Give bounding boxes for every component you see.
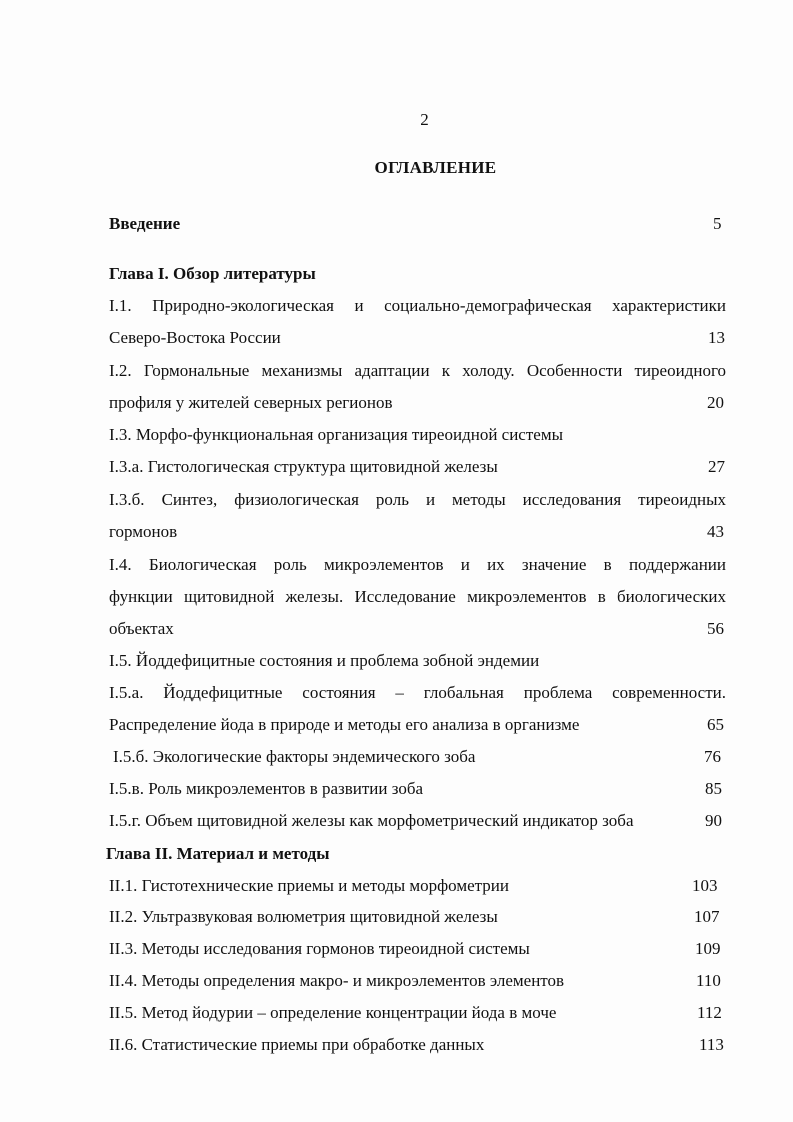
entry-page: 109 (695, 939, 721, 958)
entry-label: гормонов (109, 522, 178, 541)
entry-page: 5 (713, 214, 722, 233)
entry-label: I.3.а. Гистологическая структура щитовидной железы (109, 457, 498, 476)
toc-line: I.3. Морфо-функциональная организация тиреоидной системы (109, 425, 564, 444)
toc-title: ОГЛАВЛЕНИЕ (374, 158, 497, 177)
entry-page: 90 (705, 811, 722, 830)
entry-page: 107 (694, 907, 720, 926)
entry-label: Северо-Востока России (109, 328, 281, 347)
toc-line (109, 1001, 726, 1025)
entry-label: II.2. Ультразвуковая волюметрия щитовидной железы (109, 907, 498, 926)
entry-page: 56 (707, 619, 724, 638)
entry-label: Введение (109, 214, 181, 233)
toc-line (109, 713, 726, 737)
entry-label: II.1. Гистотехнические приемы и методы морфометрии (109, 876, 509, 895)
entry-page: 110 (696, 971, 721, 990)
toc-line: I.1. Природно-экологическая и социально-демографическая характеристики (109, 296, 726, 315)
toc-line (109, 777, 726, 801)
toc-line (109, 969, 726, 993)
entry-label: I.5.г. Объем щитовидной железы как морфометрический индикатор зоба (109, 811, 634, 830)
entry-page: 76 (704, 747, 721, 766)
toc-line: I.4. Биологическая роль микроэлементов и их значение в поддержании (109, 555, 726, 574)
toc-line (109, 326, 726, 350)
entry-page: 20 (707, 393, 724, 412)
entry-label: Распределение йода в природе и методы его анализа в организме (109, 715, 580, 734)
entry-page: 65 (707, 715, 724, 734)
toc-line: функции щитовидной железы. Исследование микроэлементов в биологических (109, 587, 726, 606)
chapter-heading: Глава II. Материал и методы (106, 844, 330, 863)
entry-label: II.5. Метод йодурии – определение концентрации йода в моче (109, 1003, 557, 1022)
entry-page: 13 (708, 328, 725, 347)
entry-label: I.5.б. Экологические факторы эндемического зоба (113, 747, 476, 766)
toc-line (109, 455, 726, 479)
toc-line (109, 745, 726, 769)
entry-page: 27 (708, 457, 725, 476)
toc-line: I.2. Гормональные механизмы адаптации к холоду. Особенности тиреоидного (109, 361, 726, 380)
entry-label: II.6. Статистические приемы при обработке данных (109, 1035, 485, 1054)
toc-line (109, 391, 726, 415)
toc-entry-intro (109, 212, 726, 236)
toc-line: I.3.б. Синтез, физиологическая роль и методы исследования тиреоидных (109, 490, 726, 509)
entry-label: I.5.в. Роль микроэлементов в развитии зоба (109, 779, 424, 798)
toc-line (109, 809, 726, 833)
entry-label: II.4. Методы определения макро- и микроэлементов элементов (109, 971, 565, 990)
toc-line: I.5.а. Йоддефицитные состояния – глобальная проблема современности. (109, 683, 726, 702)
toc-line (109, 905, 726, 929)
toc-line (109, 617, 726, 641)
toc-line (109, 1033, 726, 1057)
toc-line (109, 520, 726, 544)
entry-label: объектах (109, 619, 174, 638)
entry-page: 85 (705, 779, 722, 798)
toc-line: I.5. Йоддефицитные состояния и проблема зобной эндемии (109, 651, 540, 670)
toc-line (109, 937, 726, 961)
entry-label: II.3. Методы исследования гормонов тиреоидной системы (109, 939, 530, 958)
toc-line (109, 874, 726, 898)
entry-page: 103 (692, 876, 718, 895)
chapter-heading: Глава I. Обзор литературы (109, 264, 316, 283)
entry-page: 43 (707, 522, 724, 541)
page-number: 2 (420, 110, 429, 129)
entry-page: 112 (697, 1003, 722, 1022)
entry-label: профиля у жителей северных регионов (109, 393, 393, 412)
entry-page: 113 (699, 1035, 724, 1054)
